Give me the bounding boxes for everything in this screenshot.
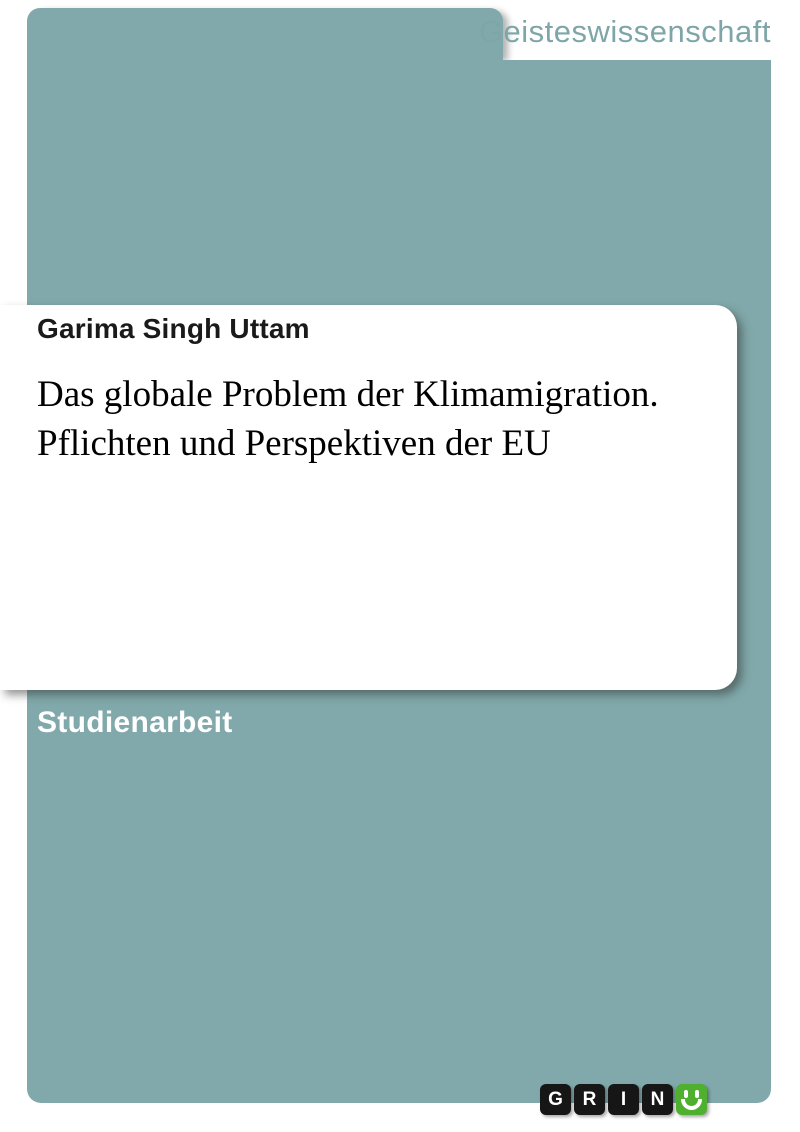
title-box (0, 305, 737, 690)
smiley-left-eye (684, 1090, 688, 1098)
logo-letter-tile-n (642, 1084, 673, 1115)
smiley-mouth (681, 1099, 702, 1110)
category-label: Geisteswissenschaft (478, 14, 771, 49)
logo-letter: N (650, 1088, 665, 1110)
logo-letter-tile-r (574, 1084, 605, 1115)
book-title: Das globale Problem der Klimamigration. Pflichten und Perspektiven der EU (37, 374, 659, 464)
smiley-face (676, 1084, 707, 1115)
logo-letter: G (548, 1088, 563, 1110)
teal-header-tab (27, 8, 503, 60)
logo-letter-tile-g (540, 1084, 571, 1115)
smiley-right-eye (695, 1090, 699, 1098)
logo-letter: R (582, 1088, 597, 1110)
grin-logo (540, 1084, 707, 1115)
document-type-label: Studienarbeit (37, 706, 233, 739)
smiley-icon (676, 1084, 707, 1115)
logo-letter: I (620, 1088, 627, 1110)
author-name: Garima Singh Uttam (37, 313, 310, 344)
logo-letter-tile-i (608, 1084, 639, 1115)
